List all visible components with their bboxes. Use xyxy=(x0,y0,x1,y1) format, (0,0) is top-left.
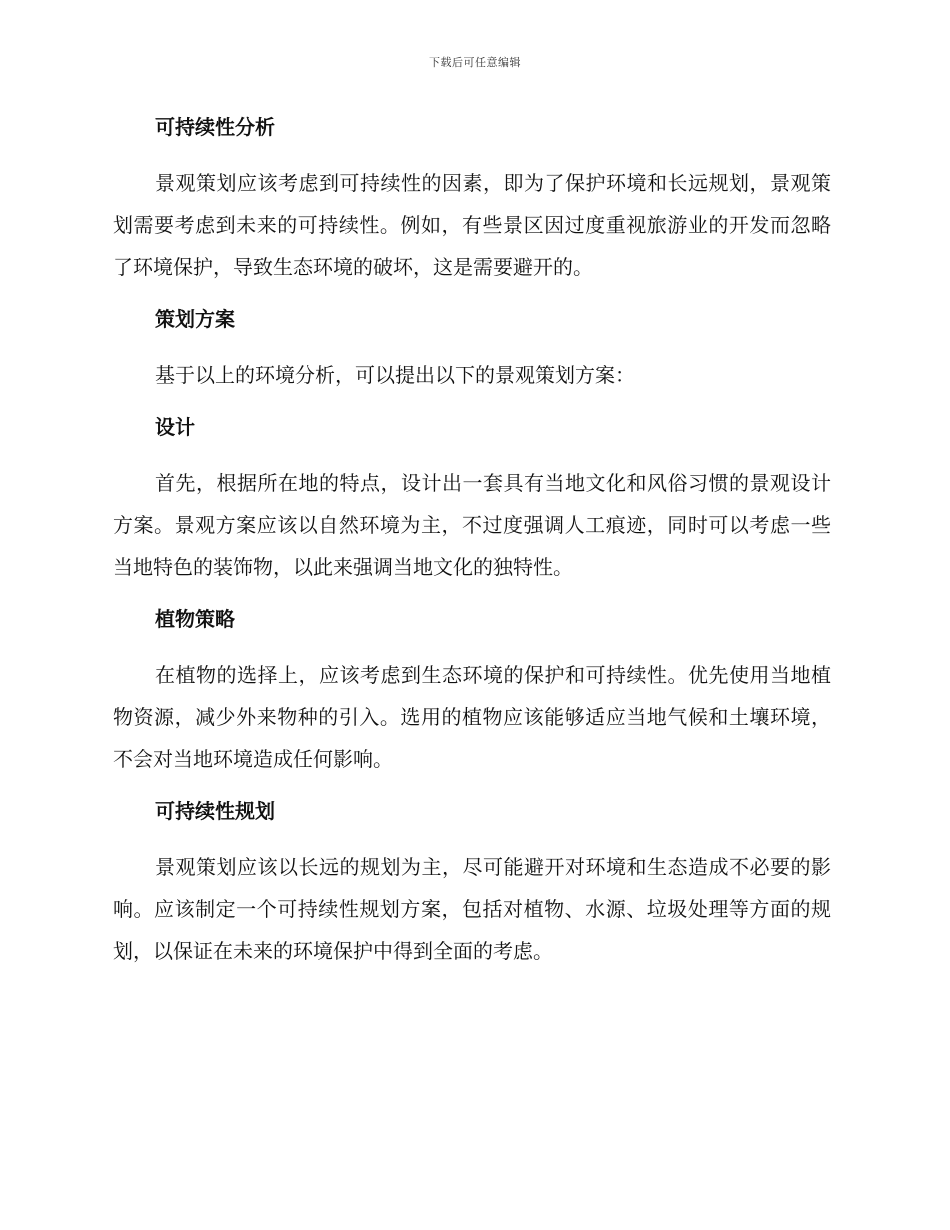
section-heading: 植物策略 xyxy=(155,607,235,631)
section-plant-strategy xyxy=(113,600,831,780)
section-sustainability-analysis xyxy=(113,108,831,288)
section-heading: 策划方案 xyxy=(155,307,235,331)
section-heading: 可持续性规划 xyxy=(155,799,275,823)
section-sustainability-planning xyxy=(113,792,831,972)
paragraph: 基于以上的环境分析，可以提出以下的景观策划方案： xyxy=(155,363,635,387)
paragraph: 在植物的选择上，应该考虑到生态环境的保护和可持续性。优先使用当地植物资源，减少外来物种的引入。选用的植物应该能够适应当地气候和土壤环境，不会对当地环境造成任何影响。 xyxy=(113,663,831,771)
section-heading: 设计 xyxy=(155,415,195,439)
paragraph: 景观策划应该考虑到可持续性的因素，即为了保护环境和长远规划，景观策划需要考虑到未来的可持续性。例如，有些景区因过度重视旅游业的开发而忽略了环境保护，导致生态环境的破坏，这是需要避开的。 xyxy=(113,171,831,279)
page-header: 下载后可任意编辑 xyxy=(429,56,521,69)
paragraph: 景观策划应该以长远的规划为主，尽可能避开对环境和生态造成不必要的影响。应该制定一个可持续性规划方案，包括对植物、水源、垃圾处理等方面的规划，以保证在未来的环境保护中得到全面的考虑。 xyxy=(113,855,831,963)
section-design xyxy=(113,408,831,588)
section-heading: 可持续性分析 xyxy=(155,115,275,139)
paragraph: 首先，根据所在地的特点，设计出一套具有当地文化和风俗习惯的景观设计方案。景观方案应该以自然环境为主，不过度强调人工痕迹，同时可以考虑一些当地特色的装饰物，以此来强调当地文化的独特性。 xyxy=(113,471,831,579)
document-body xyxy=(113,108,831,984)
section-plan xyxy=(113,300,831,396)
